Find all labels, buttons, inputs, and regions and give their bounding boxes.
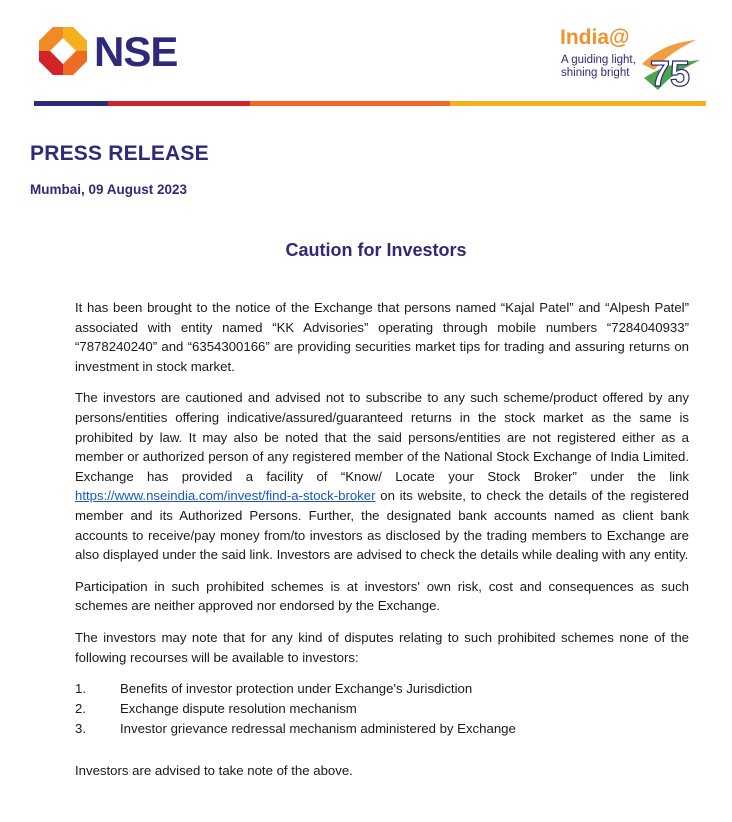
- header-stripe-segment: [250, 101, 450, 106]
- header-stripe-segment: [34, 101, 108, 106]
- list-item-text: Exchange dispute resolution mechanism: [120, 701, 357, 717]
- nse-logo: [38, 26, 188, 78]
- list-item: [75, 679, 689, 699]
- closing-note: Investors are advised to take note of the above.: [75, 763, 353, 779]
- india-75-tricolor-icon: [634, 34, 704, 96]
- release-body: [75, 298, 689, 793]
- list-item: [75, 699, 689, 719]
- emblem-number: 75: [650, 53, 691, 94]
- paragraph-participation: Participation in such prohibited schemes is at investors' own risk, cost and consequences as such schemes are neither approved nor endorsed by the Exchange.: [75, 578, 689, 614]
- list-item-number: 1.: [75, 681, 86, 697]
- press-release-heading: PRESS RELEASE: [30, 142, 209, 165]
- emblem-tagline-1: A guiding light,: [561, 54, 636, 66]
- find-stock-broker-link[interactable]: https://www.nseindia.com/invest/find-a-stock-broker: [75, 488, 376, 504]
- header-stripe-segment: [450, 101, 706, 106]
- nse-logo-text: NSE: [94, 28, 178, 75]
- caution-text-part2: on its website, to check the details of the registered member and its Authorized Persons. Further, the designated bank accounts named as client bank accounts to receive/pay money from/to investors as disclosed by the trading members to Exchange are also displayed under the said link. Investors are advised to check the details while dealing with any entity.: [75, 488, 689, 563]
- recourse-list: [75, 679, 689, 739]
- india-at-75-emblem: [556, 24, 706, 94]
- paragraph-recourses: The investors may note that for any kind of disputes relating to such prohibited schemes none of the following recourses will be available to investors:: [75, 629, 689, 665]
- list-item-number: 2.: [75, 701, 86, 717]
- list-item: [75, 719, 689, 739]
- header-stripe-segment: [108, 101, 250, 106]
- emblem-title: India@: [560, 26, 630, 49]
- list-item-number: 3.: [75, 721, 86, 737]
- paragraph-notice: It has been brought to the notice of the Exchange that persons named “Kajal Patel” and “Alpesh Patel” associated with entity named “KK Advisories” operating through mobile numbers “7284040933” “7878240240” and “6354300166” are providing securities market tips for trading and assuring returns on investment in stock market.: [75, 300, 689, 374]
- document-title: Caution for Investors: [285, 240, 467, 260]
- release-place-date: Mumbai, 09 August 2023: [30, 182, 188, 197]
- list-item-text: Investor grievance redressal mechanism administered by Exchange: [120, 721, 516, 737]
- paragraph-caution: [75, 388, 689, 564]
- list-item-text: Benefits of investor protection under Exchange's Jurisdiction: [120, 681, 473, 697]
- emblem-tagline-2: shining bright: [561, 67, 630, 79]
- nse-logo-mark-icon: [38, 26, 88, 76]
- caution-text-part1: The investors are cautioned and advised not to subscribe to any such scheme/product offered by any persons/entities offering indicative/assured/guaranteed returns in the stock market as the same is prohibited by law. It may also be noted that the said persons/entities are not registered either as a member or authorized person of any registered member of the National Stock Exchange of India Limited. Exchange has provided a facility of “Know/ Locate your Stock Broker” under the link: [75, 390, 689, 484]
